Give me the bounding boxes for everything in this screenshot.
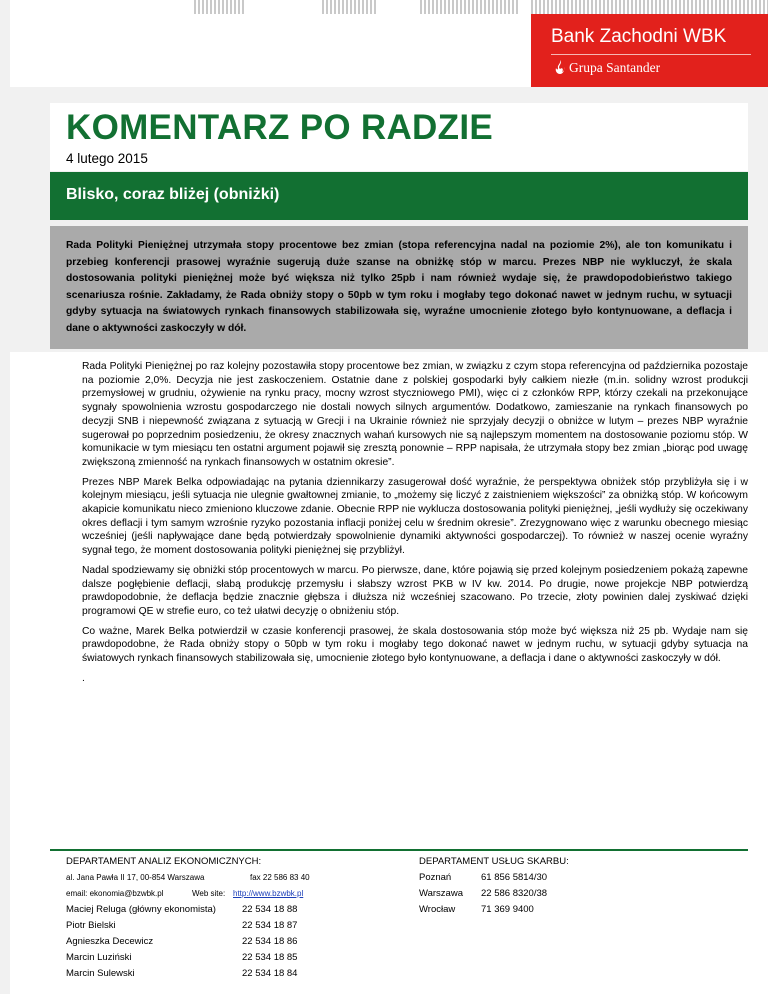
footer-address: al. Jana Pawła II 17, 00-854 Warszawa bbox=[66, 873, 205, 882]
top-barcode-stripes bbox=[531, 0, 768, 14]
footer-person-phone: 22 534 18 87 bbox=[242, 920, 298, 931]
body-paragraph: Rada Polityki Pieniężnej po raz kolejny pozostawiła stopy procentowe bez zmian, w związku z czym stopa referencyjna od października pozostaje na poziomie 2,0%. Decyzja nie jest zaskoczeniem. Ostatnie dane z polskiej gospodarki były całkiem niezłe (m.in. solidny wzrost produkcji przemysłowej w grudniu, ożywienie na rynku pracy, mocny wzrost styczniowego PMI), więc ci z członków RPP, którzy czekali na przekonujące sygnały spowolnienia wzrostu gospodarczego nie dostali nowych silnych argumentów. Dodatkowo, zamieszanie na rynkach finansowych po decyzji SNB i niepewność związana z sytuacją w Grecji i na Ukrainie również nie sprzyjały decyzji o obniżce w lutym – prezes NBP wyraźnie sugerował po poprzednim posiedzeniu, że okresy znacznych wahań kursowych nie są najlepszym momentem na dostosowanie poziomu stóp. W komunikacie w tym miesiącu ten ostatni argument pojawił się zresztą ponownie – RPP napisała, że utrzymała stopy bez zmian „biorąc pod uwagę zwiększoną zmienność na rynkach finansowych w ostatnim okresie”. bbox=[82, 361, 748, 468]
footer-email: email: ekonomia@bzwbk.pl bbox=[66, 889, 164, 898]
brand-name: Bank Zachodni WBK bbox=[551, 26, 727, 47]
body-paragraph: Co ważne, Marek Belka potwierdził w czasie konferencji prasowej, że skala dostosowania stóp może być większa niż 25 pb. Wydaje nam się prawdopodobne, że Rada obniży stopy o 50pb w tym roku i mogłaby tego dokonać nawet w jednym ruchu, w sytuacji gdyby sytuacja na światowych rynkach finansowych stabilizowała się, umocnienie złotego było kontynuowane, a deflacja i dane o aktywności zaskoczyły w dół. bbox=[82, 625, 748, 665]
footer-divider bbox=[50, 849, 748, 851]
summary-text: Rada Polityki Pieniężnej utrzymała stopy procentowe bez zmian (stopa referencyjna nadal na poziomie 2%), ale ton komunikatu i przebieg konferencji prasowej wyraźnie sugerują duże szanse na obniżkę stóp w marcu. Prezes NBP nie wykluczył, że skala dostosowania polityki pieniężnej może być większa niż tylko 25pb i nam również wydaje się, że prawdopodobieństwo takiego scenariusza rośnie. Zakładamy, że Rada obniży stopy o 50pb w tym roku i mogłaby tego dokonać nawet w jednym ruchu, w sytuacji gdyby sytuacja na światowych rynkach finansowych stabilizowała się, wyraźne umocnienie złotego było kontynuowane, a deflacja i dane o aktywności zaskoczyły w dół. bbox=[66, 240, 732, 334]
body-paragraph: . bbox=[82, 672, 85, 684]
footer-web-link[interactable]: http://www.bzwbk.pl bbox=[233, 889, 304, 898]
top-barcode-stripes bbox=[194, 0, 246, 14]
footer-person-phone: 22 534 18 85 bbox=[242, 952, 298, 963]
footer-office-city: Poznań bbox=[419, 872, 452, 883]
footer-office-phone: 71 369 9400 bbox=[481, 904, 534, 915]
footer-person-phone: 22 534 18 84 bbox=[242, 968, 298, 979]
top-barcode-stripes bbox=[420, 0, 520, 14]
left-margin-strip bbox=[0, 0, 10, 994]
footer-person-name: Maciej Reluga (główny ekonomista) bbox=[66, 904, 216, 915]
footer-person-name: Marcin Sulewski bbox=[66, 968, 135, 979]
footer-fax: fax 22 586 83 40 bbox=[250, 873, 310, 882]
footer-person-name: Piotr Bielski bbox=[66, 920, 116, 931]
top-barcode-stripes bbox=[322, 0, 376, 14]
footer-person-phone: 22 534 18 86 bbox=[242, 936, 298, 947]
brand-divider bbox=[551, 54, 751, 55]
brand-logo bbox=[531, 14, 768, 87]
report-subtitle: Blisko, coraz bliżej (obniżki) bbox=[66, 186, 280, 203]
footer-office-phone: 22 586 8320/38 bbox=[481, 888, 548, 899]
footer-office-city: Wrocław bbox=[419, 904, 456, 915]
brand-group: Grupa Santander bbox=[569, 60, 661, 75]
summary-box bbox=[50, 226, 748, 349]
footer-office-city: Warszawa bbox=[419, 888, 463, 899]
body-paragraph: Prezes NBP Marek Belka odpowiadając na pytania dziennikarzy zasugerował dość wyraźnie, że perspektywa obniżek stóp przybliżyła się i w kolejnym miesiącu, jeśli sytuacja nie ulegnie gwałtownej zmianie, to „możemy się liczyć z zaistnieniem większości” za obniżką stóp. W końcowym akapicie komunikatu nieco zmieniono kluczowe zdanie. Obecnie RPP nie wyklucza dostosowania polityki pieniężnej, „jeśli wydłuży się oczekiwany okres deflacji i tym samym wzrośnie ryzyko pozostania inflacji poniżej celu w średnim okresie”. Zrezygnowano więc z warunku obecnego miesiąc wcześniej (jeśli napływające dane będą potwierdzały spowolnienie dynamiki aktywności gospodarczej). To również w naszej ocenie wyraźny sygnał tego, że moment dostosowania polityki pieniężnej się przybliżył. bbox=[82, 476, 749, 557]
flame-icon bbox=[555, 60, 565, 74]
footer-left-heading: DEPARTAMENT ANALIZ EKONOMICZNYCH: bbox=[66, 856, 262, 867]
report-date: 4 lutego 2015 bbox=[66, 151, 148, 166]
article-body bbox=[82, 360, 748, 691]
footer-right-heading: DEPARTAMENT USŁUG SKARBU: bbox=[419, 856, 569, 867]
footer-person-name: Agnieszka Decewicz bbox=[66, 936, 154, 947]
page-title: KOMENTARZ PO RADZIE bbox=[66, 108, 493, 147]
body-paragraph: Nadal spodziewamy się obniżki stóp procentowych w marcu. Po pierwsze, dane, które pojawią się przed kolejnym posiedzeniem pokażą zapewne dalsze pogłębienie deflacji, słabą produkcję przemysłu i słabszy wzrost PKB w IV kw. 2014. Po drugie, nowe projekcje NBP potwierdzą prawdopodobnie, że deflacja będzie znacznie głębsza i dłuższa niż wcześniej szacowano. Po trzecie, złoty powinien dalej zyskiwać dzięki programowi QE w strefie euro, co też ułatwi decyzję o obniżeniu stóp. bbox=[82, 564, 748, 617]
footer-web-label: Web site: bbox=[192, 889, 226, 898]
footer-person-phone: 22 534 18 88 bbox=[242, 904, 298, 915]
footer-office-phone: 61 856 5814/30 bbox=[481, 872, 548, 883]
footer-person-name: Marcin Luziński bbox=[66, 952, 132, 963]
